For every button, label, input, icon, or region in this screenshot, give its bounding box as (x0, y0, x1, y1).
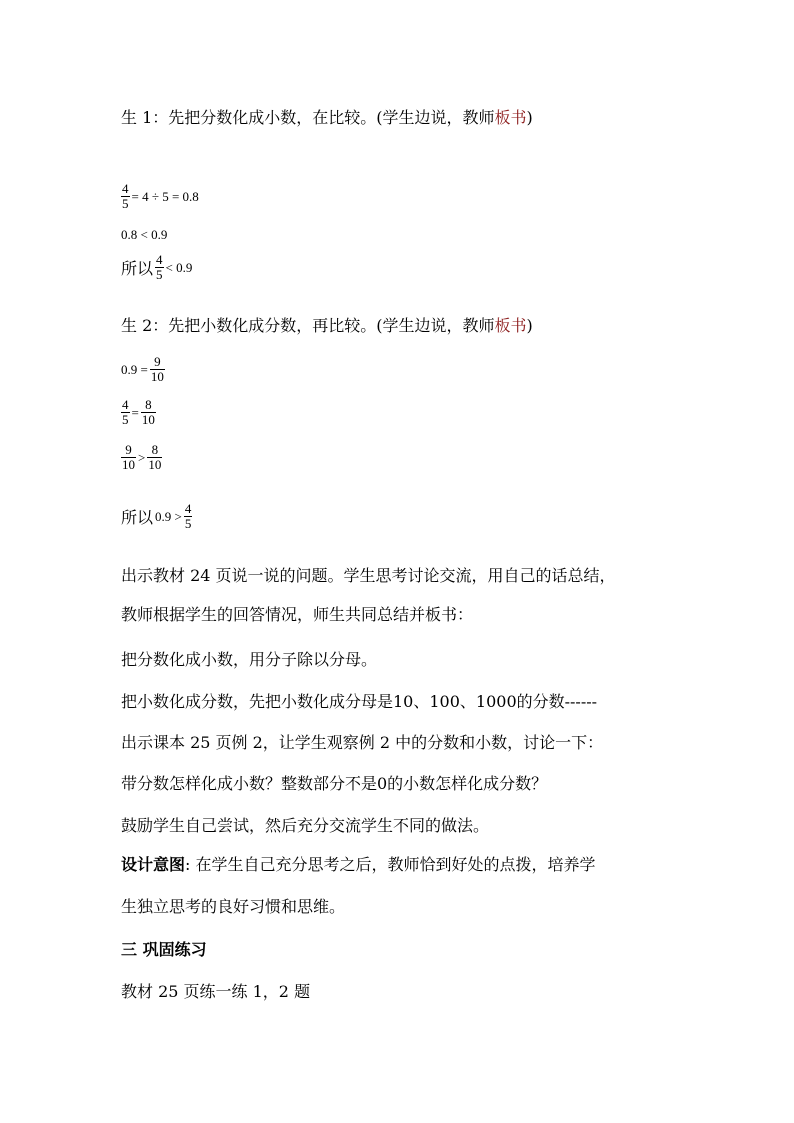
paragraph-2: 教师根据学生的回答情况，师生共同总结并板书： (121, 605, 474, 624)
student1-statement (121, 108, 533, 128)
student1-board-text: 板书 (494, 108, 527, 127)
math1-compare: 0.8 < 0.9 (121, 227, 168, 242)
student2-board-text: 板书 (494, 316, 527, 335)
math2-conclusion: 所以 0.9 > $\frac{4}{5}$ (121, 501, 192, 531)
design-intent-label: 设计意图 (121, 855, 186, 874)
paragraph-4: 把小数化成分数，先把小数化成分母是10、100、1000的分数------ (121, 692, 598, 711)
paragraph-3: 把分数化成小数，用分子除以分母。 (121, 650, 378, 669)
paragraph-1: 出示教材 24 页说一说的问题。学生思考讨论交流，用自己的话总结， (121, 566, 616, 585)
paragraph-5: 出示课本 25 页例 2，让学生观察例 2 中的分数和小数，讨论一下： (121, 733, 604, 752)
math1-conclusion: 所以 $\frac{4}{5}$ < 0.9 (121, 252, 193, 282)
fraction-4-5: $\frac{4}{5}$ (122, 181, 129, 211)
exercise-line: 教材 25 页练一练 1，2 题 (121, 982, 311, 1001)
student1-text: 生 1：先把分数化成小数，在比较。(学生边说，教师 (121, 108, 495, 127)
math2-line-c: $\frac{9}{10}$ > $\frac{8}{10}$ (122, 442, 162, 472)
student2-statement (121, 316, 533, 336)
student1-suffix: ) (526, 108, 533, 127)
design-intent (121, 855, 596, 875)
design-intent-text: : 在学生自己充分思考之后，教师恰到好处的点拨，培养学 (185, 855, 596, 874)
math2-line-a: 0.9 = $\frac{9}{10}$ (121, 354, 164, 384)
design-intent-continued: 生独立思考的良好习惯和思维。 (121, 897, 346, 916)
section-heading: 三 巩固练习 (121, 940, 207, 959)
student2-suffix: ) (526, 316, 533, 335)
paragraph-6: 带分数怎样化成小数？整数部分不是0的小数怎样化成分数？ (121, 774, 548, 793)
math1-equation: $\frac{4}{5}$ = 4 ÷ 5 = 0.8 (122, 181, 199, 211)
paragraph-7: 鼓励学生自己尝试，然后充分交流学生不同的做法。 (121, 816, 490, 835)
math2-line-b: $\frac{4}{5}$ = $\frac{8}{10}$ (122, 397, 155, 427)
student2-text: 生 2：先把小数化成分数，再比较。(学生边说，教师 (121, 316, 495, 335)
